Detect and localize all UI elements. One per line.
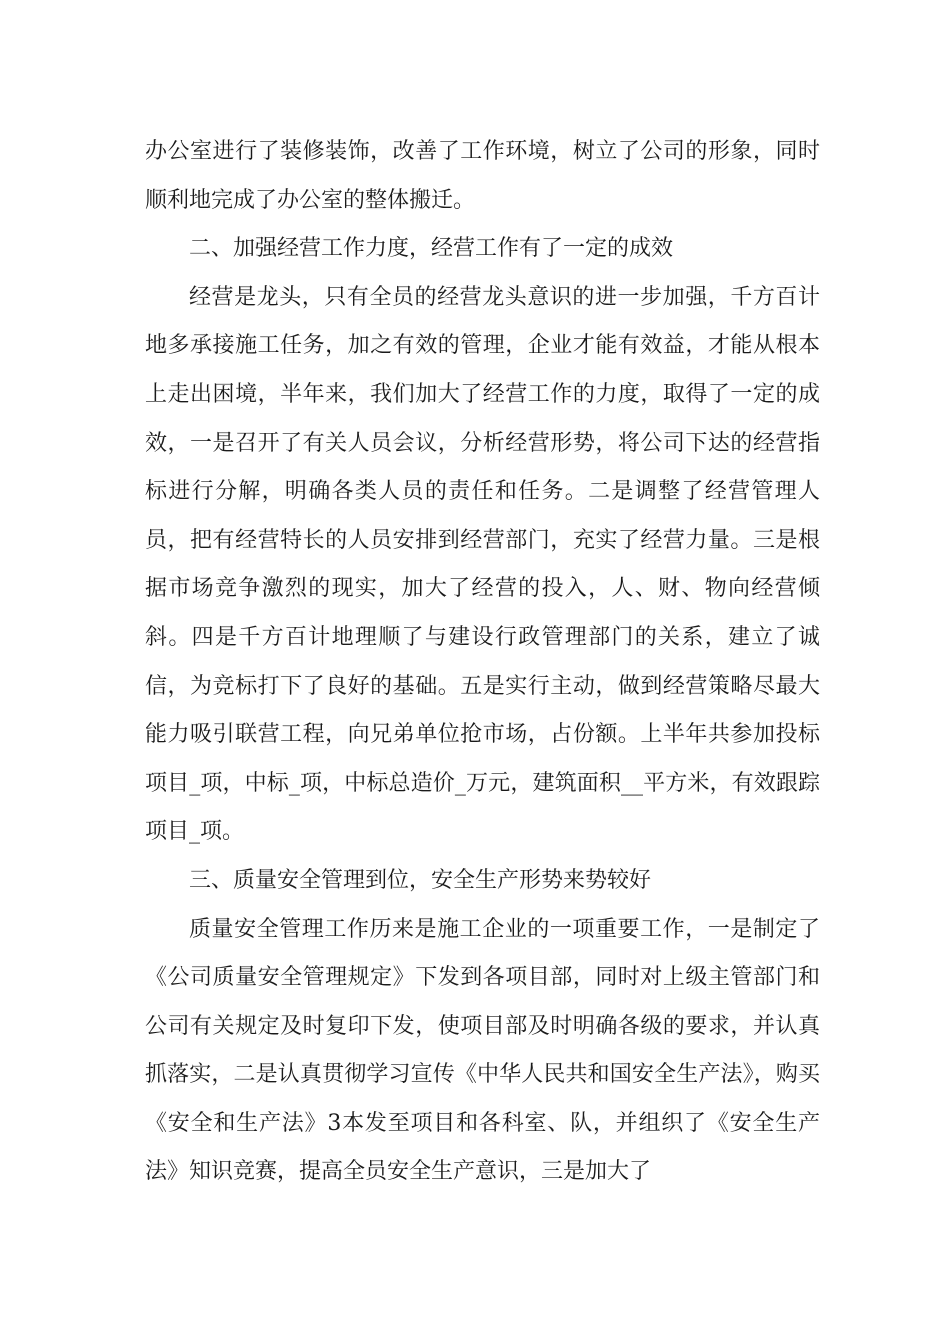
paragraph-quality-safety: 质量安全管理工作历来是施工企业的一项重要工作，一是制定了《公司质量安全管理规定》下发到各项目部，同时对上级主管部门和公司有关规定及时复印下发，使项目部及时明确各级的要求，并认真抓落实，二是认真贯彻学习宣传《中华人民共和国安全生产法》，购买《安全和生产法》3本发至项目和各科室、队，并组织了《安全生产法》知识竞赛，提高全员安全生产意识，三是加大了 [145, 916, 820, 1185]
document-body [145, 128, 820, 1197]
paragraph-continuation: 办公室进行了装修装饰，改善了工作环境，树立了公司的形象，同时顺利地完成了办公室的整体搬迁。 [145, 139, 820, 213]
section-heading-2: 二、加强经营工作力度，经营工作有了一定的成效 [189, 236, 674, 262]
section-heading-3: 三、质量安全管理到位，安全生产形势来势较好 [189, 867, 652, 893]
paragraph-business: 经营是龙头，只有全员的经营龙头意识的进一步加强，千方百计地多承接施工任务，加之有效的管理，企业才能有效益，才能从根本上走出困境，半年来，我们加大了经营工作的力度，取得了一定的成效，一是召开了有关人员会议，分析经营形势，将公司下达的经营指标进行分解，明确各类人员的责任和任务。二是调整了经营管理人员，把有经营特长的人员安排到经营部门，充实了经营力量。三是根据市场竞争激烈的现实，加大了经营的投入，人、财、物向经营倾斜。四是千方百计地理顺了与建设行政管理部门的关系，建立了诚信，为竞标打下了良好的基础。五是实行主动，做到经营策略尽最大能力吸引联营工程，向兄弟单位抢市场，占份额。上半年共参加投标项目_项，中标_项，中标总造价_万元，建筑面积__平方米，有效跟踪项目_项。 [145, 284, 820, 845]
